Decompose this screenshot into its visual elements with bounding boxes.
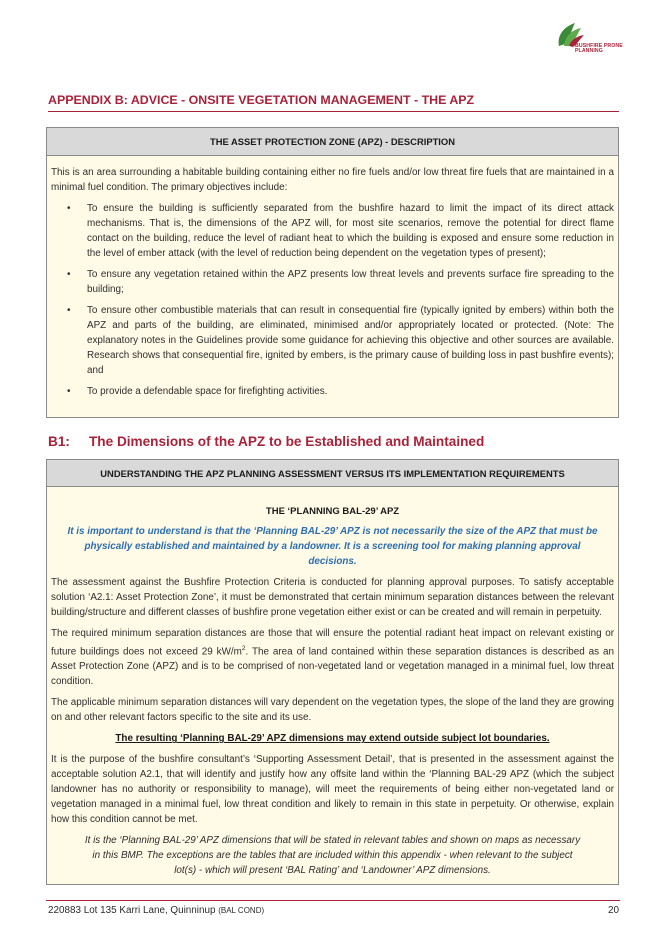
paragraph: The assessment against the Bushfire Protection Criteria is conducted for planning approval purposes. To satisfy acceptable solution ‘A2.1: Asset Protection Zone’, it must be demonstrated that certain minimum separation distances between the relevant building/structure and different classes of bushfire prone vegetation either exist or can be created and will remain in perpetuity. [51,577,614,618]
page-number: 20 [608,905,619,916]
planning-assessment-header: UNDERSTANDING THE APZ PLANNING ASSESSMENT VERSUS ITS IMPLEMENTATION REQUIREMENTS [47,460,618,487]
apz-description-header: THE ASSET PROTECTION ZONE (APZ) - DESCRIPTION [47,128,618,156]
important-note: It is important to understand is that the ‘Planning BAL-29’ APZ is not necessarily the size of the APZ that must be physically established and maintained by a landowner. It is a screening tool for making planning approval decisions. [67,526,598,567]
appendix-title: APPENDIX B: ADVICE - ONSITE VEGETATION MANAGEMENT - THE APZ [48,93,475,107]
paragraph-text: . The area of land contained within these separation distances is described as an Asset Protection Zone (APZ) and is to be comprised of non-vegetated land or vegetation managed in a minimal fuel, low threat condition. [51,646,614,688]
planning-assessment-box [46,459,619,885]
section-b1-heading [48,434,484,449]
objective-item: • To ensure the building is sufficiently separated from the bushfire hazard to limit the impact of its direct attack mechanisms. That is, the dimensions of the APZ will, for most site scenarios, remove the potential for direct flame contact on the building, reduce the level of radiant heat to which the building is exposed and ensure some reduction in the level of ember attack (with the level of reduction being dependent on the vegetation types of present); [51,201,614,261]
footer-reference [48,905,264,916]
apz-intro: This is an area surrounding a habitable building containing either no fire fuels and/or low threat fire fuels that are maintained in a minimal fuel condition. The primary objectives include: [51,167,614,193]
dimensions-note: It is the ‘Planning BAL-29’ APZ dimensions that will be stated in relevant tables and shown on maps as necessary in this BMP. The exceptions are the tables that are included within this appendix - when relevant to the subject lot(s) - which will present ‘BAL Rating’ and ‘Landowner’ APZ dimensions. [84,835,581,877]
superscript: 2 [241,645,246,652]
objective-item: • To provide a defendable space for firefighting activities. [51,384,614,399]
title-underline [48,111,619,112]
section-number: B1: [48,434,70,449]
paragraph: The applicable minimum separation distances will vary dependent on the vegetation types, the slope of the land they are growing on and other relevant factors specific to the site and its use. [51,697,614,724]
objective-item: • To ensure other combustible materials that can result in consequential fire (typically ignited by embers) within both the APZ and parts of the building, are eliminated, minimised and/or appropriately located or protected. (Note: The explanatory notes in the Guidelines provide some guidance for achieving this objective and other sources are available. Research shows that consequential fire, ignited by embers, is the primary cause of building loss in past bushfire events); and [51,303,614,378]
apz-description-body [47,165,618,399]
apz-description-box [46,127,619,418]
objectives-list [51,201,614,399]
planning-assessment-body [47,504,618,878]
footer-rule [46,900,620,901]
boundary-note: The resulting ‘Planning BAL-29’ APZ dimensions may extend outside subject lot boundaries. [115,733,550,745]
footer-tag: (BAL COND) [218,906,265,915]
footer-address: 220883 Lot 135 Karri Lane, Quinninup [48,905,216,916]
paragraph [51,626,614,689]
planning-bal29-subheading: THE ‘PLANNING BAL-29’ APZ [265,506,400,517]
paragraph: It is the purpose of the bushfire consultant’s ‘Supporting Assessment Detail’, that is presented in the assessment against the acceptable solution A2.1, that will identify and justify how any offsite land within the ‘Planning BAL-29 APZ (which the subject landowner has no authority or responsibility to manage), will meet the requirements of being either non-vegetated land or vegetation managed in a minimal fuel, low threat condition and likely to remain in this state in perpetuity. Or otherwise, explain how this condition cannot be met. [51,754,614,826]
paragraph-text: The required minimum separation distances are those that will ensure the potential radiant heat impact on relevant existing or future buildings does not exceed 29 kW/m [51,628,614,658]
logo-text: BUSHFIRE PRONE PLANNING [575,43,623,55]
section-title: The Dimensions of the APZ to be Established and Maintained [89,434,485,449]
company-logo [553,20,625,62]
objective-item: • To ensure any vegetation retained within the APZ presents low threat levels and prevents surface fire spreading to the building; [51,267,614,297]
